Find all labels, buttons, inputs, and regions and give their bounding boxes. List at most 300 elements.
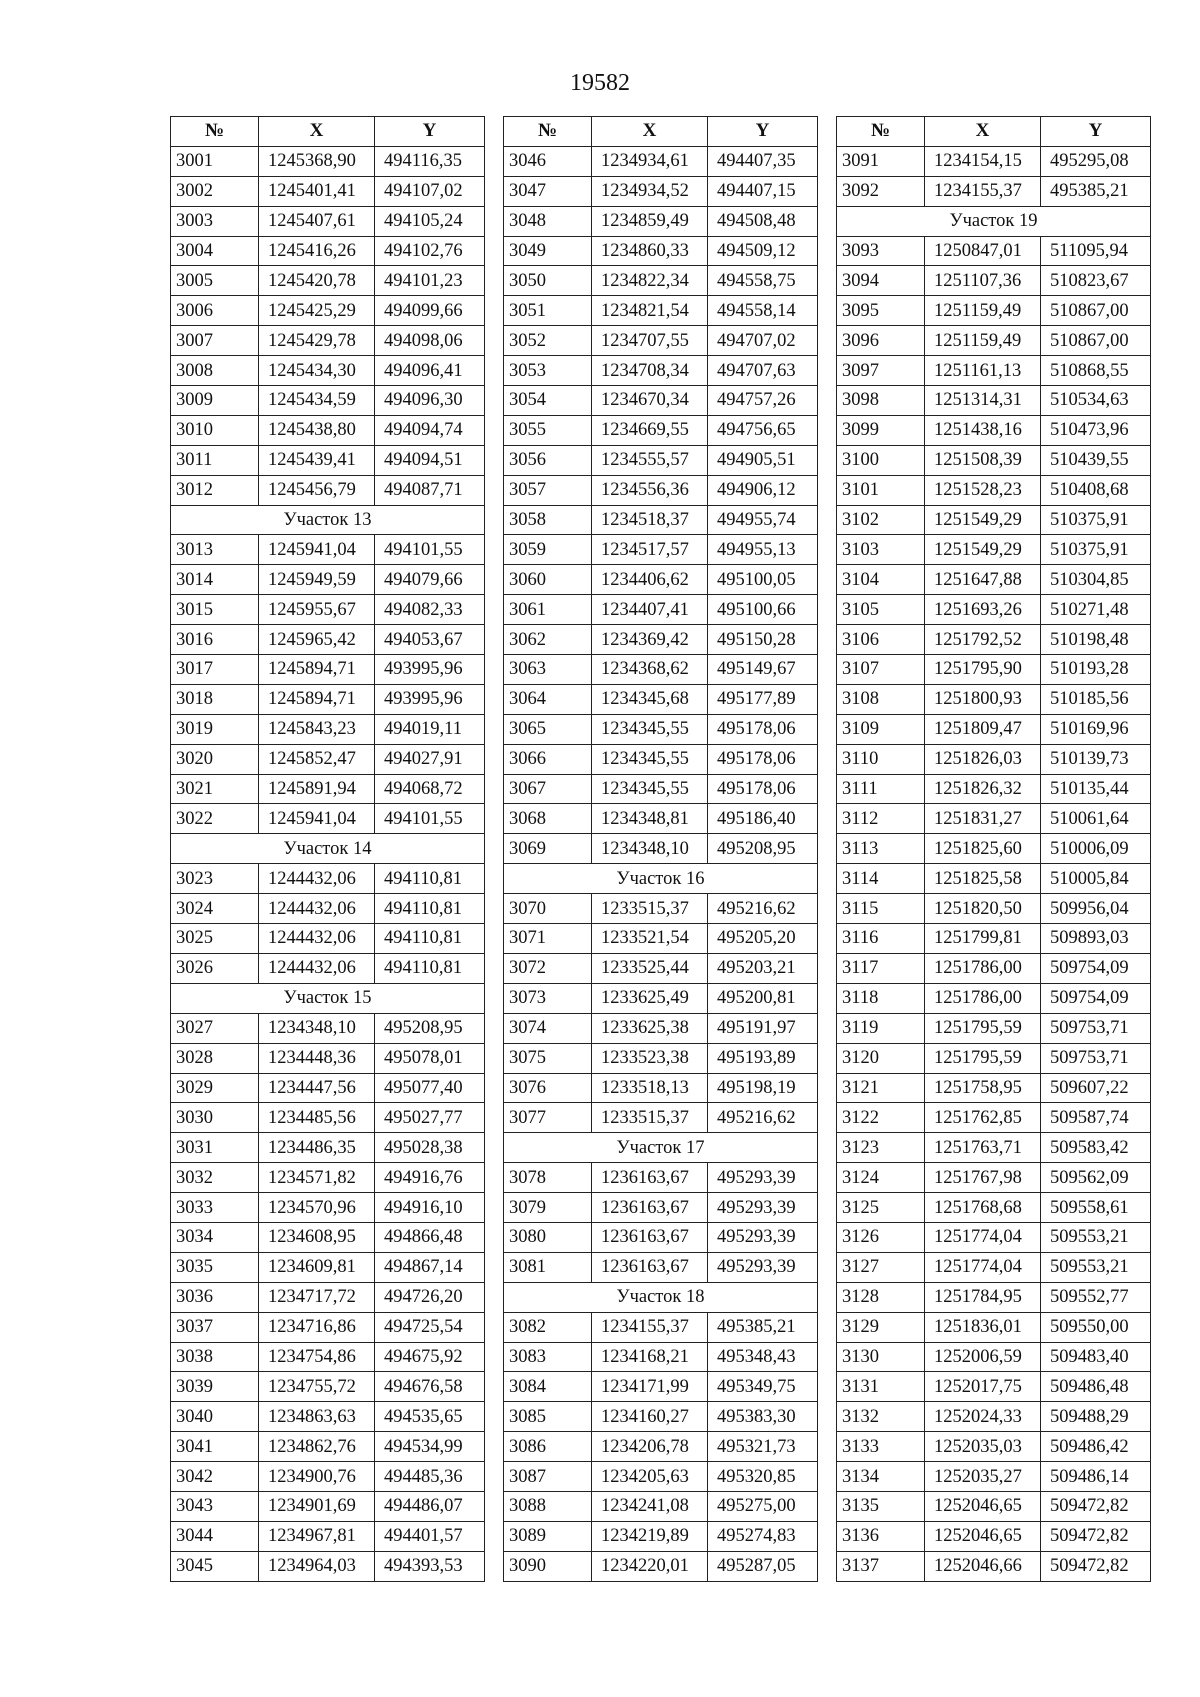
y-coordinate: 495178,06 [708, 774, 818, 804]
x-coordinate: 1251831,27 [925, 804, 1041, 834]
x-coordinate: 1245941,04 [259, 804, 375, 834]
table-row [504, 1462, 818, 1492]
point-number: 3047 [504, 176, 592, 206]
header-number: № [171, 117, 259, 147]
point-number: 3091 [837, 146, 925, 176]
table-row [504, 774, 818, 804]
y-coordinate: 494675,92 [375, 1342, 485, 1372]
x-coordinate: 1252046,65 [925, 1491, 1041, 1521]
table-row [504, 266, 818, 296]
x-coordinate: 1251774,04 [925, 1222, 1041, 1252]
point-number: 3108 [837, 684, 925, 714]
x-coordinate: 1234348,10 [259, 1013, 375, 1043]
point-number: 3096 [837, 326, 925, 356]
y-coordinate: 510271,48 [1041, 595, 1151, 625]
x-coordinate: 1251799,81 [925, 924, 1041, 954]
table-row [837, 684, 1151, 714]
point-number: 3111 [837, 774, 925, 804]
y-coordinate: 494110,81 [375, 924, 485, 954]
x-coordinate: 1251763,71 [925, 1133, 1041, 1163]
y-coordinate: 510375,91 [1041, 505, 1151, 535]
section-row [171, 505, 485, 535]
point-number: 3115 [837, 894, 925, 924]
x-coordinate: 1234168,21 [592, 1342, 708, 1372]
y-coordinate: 494707,63 [708, 356, 818, 386]
y-coordinate: 509552,77 [1041, 1282, 1151, 1312]
y-coordinate: 495203,21 [708, 953, 818, 983]
x-coordinate: 1245955,67 [259, 595, 375, 625]
y-coordinate: 494401,57 [375, 1521, 485, 1551]
x-coordinate: 1234821,54 [592, 296, 708, 326]
y-coordinate: 509483,40 [1041, 1342, 1151, 1372]
table-row [837, 146, 1151, 176]
y-coordinate: 495191,97 [708, 1013, 818, 1043]
point-number: 3009 [171, 386, 259, 416]
x-coordinate: 1245852,47 [259, 744, 375, 774]
y-coordinate: 494110,81 [375, 894, 485, 924]
y-coordinate: 510867,00 [1041, 326, 1151, 356]
y-coordinate: 494019,11 [375, 714, 485, 744]
point-number: 3072 [504, 953, 592, 983]
x-coordinate: 1234155,37 [592, 1312, 708, 1342]
x-coordinate: 1252046,66 [925, 1551, 1041, 1581]
y-coordinate: 495150,28 [708, 625, 818, 655]
table-row [171, 595, 485, 625]
table-row [837, 1342, 1151, 1372]
point-number: 3040 [171, 1402, 259, 1432]
table-row [171, 1462, 485, 1492]
table-row [171, 1043, 485, 1073]
point-number: 3119 [837, 1013, 925, 1043]
y-coordinate: 510439,55 [1041, 445, 1151, 475]
y-coordinate: 493995,96 [375, 684, 485, 714]
y-coordinate: 495149,67 [708, 655, 818, 685]
x-coordinate: 1251825,60 [925, 834, 1041, 864]
table-row [837, 1133, 1151, 1163]
y-coordinate: 494053,67 [375, 625, 485, 655]
table-row [504, 176, 818, 206]
y-coordinate: 510473,96 [1041, 415, 1151, 445]
point-number: 3006 [171, 296, 259, 326]
point-number: 3008 [171, 356, 259, 386]
x-coordinate: 1244432,06 [259, 864, 375, 894]
table-row [171, 953, 485, 983]
header-y: Y [1041, 117, 1151, 147]
point-number: 3010 [171, 415, 259, 445]
x-coordinate: 1250847,01 [925, 236, 1041, 266]
table-row [837, 1252, 1151, 1282]
x-coordinate: 1234900,76 [259, 1462, 375, 1492]
y-coordinate: 510408,68 [1041, 475, 1151, 505]
y-coordinate: 494535,65 [375, 1402, 485, 1432]
point-number: 3036 [171, 1282, 259, 1312]
section-title: Участок 17 [504, 1133, 818, 1163]
table-row [837, 445, 1151, 475]
table-row [504, 296, 818, 326]
x-coordinate: 1233625,38 [592, 1013, 708, 1043]
table-row [837, 1193, 1151, 1223]
y-coordinate: 509753,71 [1041, 1013, 1151, 1043]
point-number: 3005 [171, 266, 259, 296]
point-number: 3104 [837, 565, 925, 595]
table-row [837, 356, 1151, 386]
y-coordinate: 494757,26 [708, 386, 818, 416]
point-number: 3007 [171, 326, 259, 356]
point-number: 3092 [837, 176, 925, 206]
table-row [504, 535, 818, 565]
table-row [171, 236, 485, 266]
y-coordinate: 511095,94 [1041, 236, 1151, 266]
x-coordinate: 1234859,49 [592, 206, 708, 236]
table-row [171, 894, 485, 924]
x-coordinate: 1233515,37 [592, 1103, 708, 1133]
point-number: 3050 [504, 266, 592, 296]
point-number: 3080 [504, 1222, 592, 1252]
x-coordinate: 1245843,23 [259, 714, 375, 744]
y-coordinate: 510139,73 [1041, 744, 1151, 774]
y-coordinate: 510006,09 [1041, 834, 1151, 864]
point-number: 3056 [504, 445, 592, 475]
point-number: 3093 [837, 236, 925, 266]
x-coordinate: 1251159,49 [925, 296, 1041, 326]
x-coordinate: 1234755,72 [259, 1372, 375, 1402]
x-coordinate: 1236163,67 [592, 1222, 708, 1252]
point-number: 3062 [504, 625, 592, 655]
y-coordinate: 510867,00 [1041, 296, 1151, 326]
y-coordinate: 495293,39 [708, 1193, 818, 1223]
point-number: 3038 [171, 1342, 259, 1372]
table-row [837, 1222, 1151, 1252]
y-coordinate: 494906,12 [708, 475, 818, 505]
x-coordinate: 1245438,80 [259, 415, 375, 445]
table-row [504, 714, 818, 744]
point-number: 3048 [504, 206, 592, 236]
x-coordinate: 1236163,67 [592, 1193, 708, 1223]
point-number: 3027 [171, 1013, 259, 1043]
y-coordinate: 495385,21 [1041, 176, 1151, 206]
table-row [171, 1222, 485, 1252]
page-number: 19582 [570, 70, 630, 96]
y-coordinate: 494955,13 [708, 535, 818, 565]
point-number: 3011 [171, 445, 259, 475]
header-y: Y [708, 117, 818, 147]
point-number: 3067 [504, 774, 592, 804]
y-coordinate: 495186,40 [708, 804, 818, 834]
point-number: 3130 [837, 1342, 925, 1372]
y-coordinate: 494087,71 [375, 475, 485, 505]
point-number: 3025 [171, 924, 259, 954]
y-coordinate: 509754,09 [1041, 983, 1151, 1013]
point-number: 3137 [837, 1551, 925, 1581]
point-number: 3102 [837, 505, 925, 535]
table-row [171, 1073, 485, 1103]
point-number: 3029 [171, 1073, 259, 1103]
point-number: 3034 [171, 1222, 259, 1252]
x-coordinate: 1245416,26 [259, 236, 375, 266]
table-row [837, 655, 1151, 685]
x-coordinate: 1234967,81 [259, 1521, 375, 1551]
table-row [504, 625, 818, 655]
x-coordinate: 1234368,62 [592, 655, 708, 685]
x-coordinate: 1234716,86 [259, 1312, 375, 1342]
x-coordinate: 1251758,95 [925, 1073, 1041, 1103]
x-coordinate: 1251836,01 [925, 1312, 1041, 1342]
point-number: 3133 [837, 1432, 925, 1462]
point-number: 3020 [171, 744, 259, 774]
x-coordinate: 1251792,52 [925, 625, 1041, 655]
table-row [504, 744, 818, 774]
table-row [837, 236, 1151, 266]
section-row [504, 864, 818, 894]
table-row [171, 1372, 485, 1402]
x-coordinate: 1234556,36 [592, 475, 708, 505]
x-coordinate: 1251784,95 [925, 1282, 1041, 1312]
x-coordinate: 1245401,41 [259, 176, 375, 206]
table-row [837, 296, 1151, 326]
x-coordinate: 1234448,36 [259, 1043, 375, 1073]
table-row [837, 475, 1151, 505]
table-row [504, 1193, 818, 1223]
point-number: 3090 [504, 1551, 592, 1581]
table-row [504, 415, 818, 445]
point-number: 3123 [837, 1133, 925, 1163]
x-coordinate: 1251693,26 [925, 595, 1041, 625]
y-coordinate: 510169,96 [1041, 714, 1151, 744]
coordinates-table-2 [503, 116, 818, 1582]
point-number: 3018 [171, 684, 259, 714]
y-coordinate: 494068,72 [375, 774, 485, 804]
point-number: 3089 [504, 1521, 592, 1551]
table-row [837, 774, 1151, 804]
table-row [171, 326, 485, 356]
point-number: 3088 [504, 1491, 592, 1521]
table-row [837, 386, 1151, 416]
x-coordinate: 1234369,42 [592, 625, 708, 655]
table-row [171, 266, 485, 296]
table-row [504, 1342, 818, 1372]
x-coordinate: 1245434,30 [259, 356, 375, 386]
section-title: Участок 16 [504, 864, 818, 894]
x-coordinate: 1244432,06 [259, 894, 375, 924]
x-coordinate: 1234934,52 [592, 176, 708, 206]
point-number: 3059 [504, 535, 592, 565]
x-coordinate: 1234155,37 [925, 176, 1041, 206]
table-row [837, 834, 1151, 864]
table-row [171, 714, 485, 744]
y-coordinate: 509754,09 [1041, 953, 1151, 983]
point-number: 3041 [171, 1432, 259, 1462]
x-coordinate: 1234345,55 [592, 744, 708, 774]
y-coordinate: 495287,05 [708, 1551, 818, 1581]
table-row [171, 386, 485, 416]
x-coordinate: 1234241,08 [592, 1491, 708, 1521]
point-number: 3015 [171, 595, 259, 625]
y-coordinate: 510185,56 [1041, 684, 1151, 714]
section-title: Участок 13 [171, 505, 485, 535]
y-coordinate: 494407,35 [708, 146, 818, 176]
table-row [504, 1043, 818, 1073]
x-coordinate: 1234860,33 [592, 236, 708, 266]
point-number: 3103 [837, 535, 925, 565]
table-row [837, 535, 1151, 565]
table-row [504, 804, 818, 834]
point-number: 3125 [837, 1193, 925, 1223]
table-row [171, 1103, 485, 1133]
y-coordinate: 495293,39 [708, 1222, 818, 1252]
y-coordinate: 494905,51 [708, 445, 818, 475]
y-coordinate: 494916,76 [375, 1163, 485, 1193]
table-row [837, 1163, 1151, 1193]
table-row [504, 1551, 818, 1581]
table-row [837, 1521, 1151, 1551]
header-y: Y [375, 117, 485, 147]
table-row [837, 625, 1151, 655]
point-number: 3071 [504, 924, 592, 954]
point-number: 3132 [837, 1402, 925, 1432]
x-coordinate: 1234670,34 [592, 386, 708, 416]
point-number: 3023 [171, 864, 259, 894]
y-coordinate: 495177,89 [708, 684, 818, 714]
y-coordinate: 494866,48 [375, 1222, 485, 1252]
header-number: № [504, 117, 592, 147]
y-coordinate: 495321,73 [708, 1432, 818, 1462]
y-coordinate: 494096,41 [375, 356, 485, 386]
x-coordinate: 1251826,32 [925, 774, 1041, 804]
y-coordinate: 494101,55 [375, 804, 485, 834]
y-coordinate: 494725,54 [375, 1312, 485, 1342]
table-row [171, 804, 485, 834]
table-row [171, 744, 485, 774]
x-coordinate: 1236163,67 [592, 1252, 708, 1282]
x-coordinate: 1251159,49 [925, 326, 1041, 356]
point-number: 3016 [171, 625, 259, 655]
y-coordinate: 494558,75 [708, 266, 818, 296]
x-coordinate: 1234345,55 [592, 774, 708, 804]
table-row [837, 1462, 1151, 1492]
table-row [837, 1432, 1151, 1462]
table-row [504, 1312, 818, 1342]
point-number: 3012 [171, 475, 259, 505]
section-row [837, 206, 1151, 236]
section-title: Участок 19 [837, 206, 1151, 236]
table-row [171, 445, 485, 475]
table-row [171, 1282, 485, 1312]
table-row [504, 684, 818, 714]
y-coordinate: 494079,66 [375, 565, 485, 595]
header-x: X [925, 117, 1041, 147]
table-row [837, 176, 1151, 206]
x-coordinate: 1234517,57 [592, 535, 708, 565]
table-row [504, 894, 818, 924]
table-row [837, 1103, 1151, 1133]
table-row [837, 1551, 1151, 1581]
point-number: 3127 [837, 1252, 925, 1282]
table-row [504, 983, 818, 1013]
x-coordinate: 1252006,59 [925, 1342, 1041, 1372]
point-number: 3122 [837, 1103, 925, 1133]
table-row [171, 535, 485, 565]
x-coordinate: 1252017,75 [925, 1372, 1041, 1402]
x-coordinate: 1233518,13 [592, 1073, 708, 1103]
y-coordinate: 495348,43 [708, 1342, 818, 1372]
point-number: 3094 [837, 266, 925, 296]
point-number: 3069 [504, 834, 592, 864]
y-coordinate: 494486,07 [375, 1491, 485, 1521]
table-row [504, 924, 818, 954]
point-number: 3098 [837, 386, 925, 416]
point-number: 3060 [504, 565, 592, 595]
table-row [504, 1073, 818, 1103]
table-row [504, 445, 818, 475]
point-number: 3101 [837, 475, 925, 505]
y-coordinate: 510193,28 [1041, 655, 1151, 685]
point-number: 3087 [504, 1462, 592, 1492]
y-coordinate: 509558,61 [1041, 1193, 1151, 1223]
y-coordinate: 510135,44 [1041, 774, 1151, 804]
y-coordinate: 509562,09 [1041, 1163, 1151, 1193]
point-number: 3013 [171, 535, 259, 565]
y-coordinate: 509553,21 [1041, 1252, 1151, 1282]
table-row [504, 655, 818, 685]
x-coordinate: 1233625,49 [592, 983, 708, 1013]
y-coordinate: 494485,36 [375, 1462, 485, 1492]
point-number: 3022 [171, 804, 259, 834]
y-coordinate: 509587,74 [1041, 1103, 1151, 1133]
section-row [171, 834, 485, 864]
y-coordinate: 495383,30 [708, 1402, 818, 1432]
y-coordinate: 509607,22 [1041, 1073, 1151, 1103]
y-coordinate: 494101,55 [375, 535, 485, 565]
point-number: 3136 [837, 1521, 925, 1551]
y-coordinate: 495320,85 [708, 1462, 818, 1492]
point-number: 3068 [504, 804, 592, 834]
y-coordinate: 509486,14 [1041, 1462, 1151, 1492]
table-row [837, 415, 1151, 445]
table-row [837, 714, 1151, 744]
x-coordinate: 1245456,79 [259, 475, 375, 505]
y-coordinate: 494102,76 [375, 236, 485, 266]
point-number: 3024 [171, 894, 259, 924]
x-coordinate: 1234669,55 [592, 415, 708, 445]
x-coordinate: 1234485,56 [259, 1103, 375, 1133]
point-number: 3120 [837, 1043, 925, 1073]
point-number: 3057 [504, 475, 592, 505]
x-coordinate: 1234571,82 [259, 1163, 375, 1193]
point-number: 3017 [171, 655, 259, 685]
x-coordinate: 1251768,68 [925, 1193, 1041, 1223]
y-coordinate: 494101,23 [375, 266, 485, 296]
point-number: 3110 [837, 744, 925, 774]
x-coordinate: 1251795,90 [925, 655, 1041, 685]
x-coordinate: 1251825,58 [925, 864, 1041, 894]
y-coordinate: 509550,00 [1041, 1312, 1151, 1342]
x-coordinate: 1251800,93 [925, 684, 1041, 714]
x-coordinate: 1251762,85 [925, 1103, 1041, 1133]
x-coordinate: 1244432,06 [259, 953, 375, 983]
point-number: 3003 [171, 206, 259, 236]
y-coordinate: 495216,62 [708, 1103, 818, 1133]
table-row [171, 296, 485, 326]
y-coordinate: 494110,81 [375, 953, 485, 983]
point-number: 3129 [837, 1312, 925, 1342]
point-number: 3054 [504, 386, 592, 416]
point-number: 3026 [171, 953, 259, 983]
point-number: 3134 [837, 1462, 925, 1492]
x-coordinate: 1234407,41 [592, 595, 708, 625]
table-row [171, 1163, 485, 1193]
point-number: 3066 [504, 744, 592, 774]
table-row [504, 236, 818, 266]
